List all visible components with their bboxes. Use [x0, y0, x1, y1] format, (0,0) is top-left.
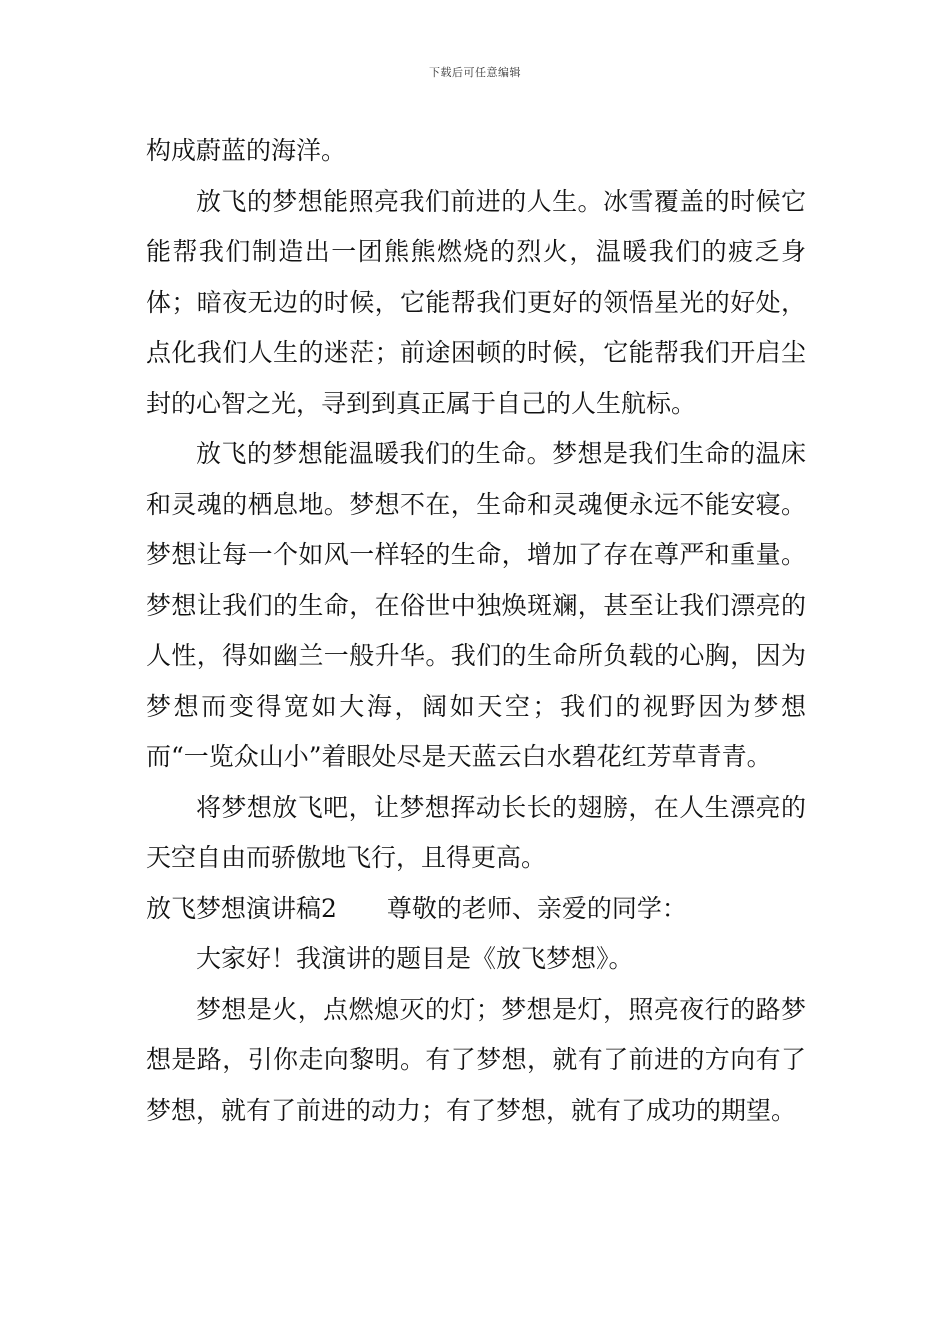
- paragraph-dream-warms-life: 放飞的梦想能温暖我们的生命。梦想是我们生命的温床和灵魂的栖息地。梦想不在，生命和灵魂便永远不能安寝。梦想让每一个如风一样轻的生命，增加了存在尊严和重量。梦想让我们的生命，在俗世中独焕斑斓，甚至让我们漂亮的人性，得如幽兰一般升华。我们的生命所负载的心胸，因为梦想而变得宽如大海，阔如天空；我们的视野因为梦想而“一览众山小”着眼处尽是天蓝云白水碧花红芳草青青。: [146, 439, 806, 771]
- page-header-note: 下载后可任意编辑: [429, 66, 521, 79]
- paragraph-dream-is-fire: 梦想是火，点燃熄灭的灯；梦想是灯，照亮夜行的路梦想是路，引你走向黎明。有了梦想，就有了前进的方向有了梦想，就有了前进的动力；有了梦想，就有了成功的期望。: [146, 994, 806, 1125]
- paragraph-continuation: 构成蔚蓝的海洋。: [146, 136, 347, 165]
- paragraph-let-dream-fly: 将梦想放飞吧，让梦想挥动长长的翅膀，在人生漂亮的天空自由而骄傲地飞行，且得更高。: [146, 792, 806, 872]
- paragraph-dream-lights-life: 放飞的梦想能照亮我们前进的人生。冰雪覆盖的时候它能帮我们制造出一团熊熊燃烧的烈火，温暖我们的疲乏身体；暗夜无边的时候，它能帮我们更好的领悟星光的好处，点化我们人生的迷茫；前途困顿的时候，它能帮我们开启尘封的心智之光，寻到到真正属于自己的人生航标。: [146, 186, 806, 418]
- paragraph-greeting: 大家好！我演讲的题目是《放飞梦想》。: [196, 944, 634, 973]
- speech-title-line: 放飞梦想演讲稿2 尊敬的老师、亲爱的同学：: [146, 893, 687, 923]
- document-body: [146, 126, 806, 1136]
